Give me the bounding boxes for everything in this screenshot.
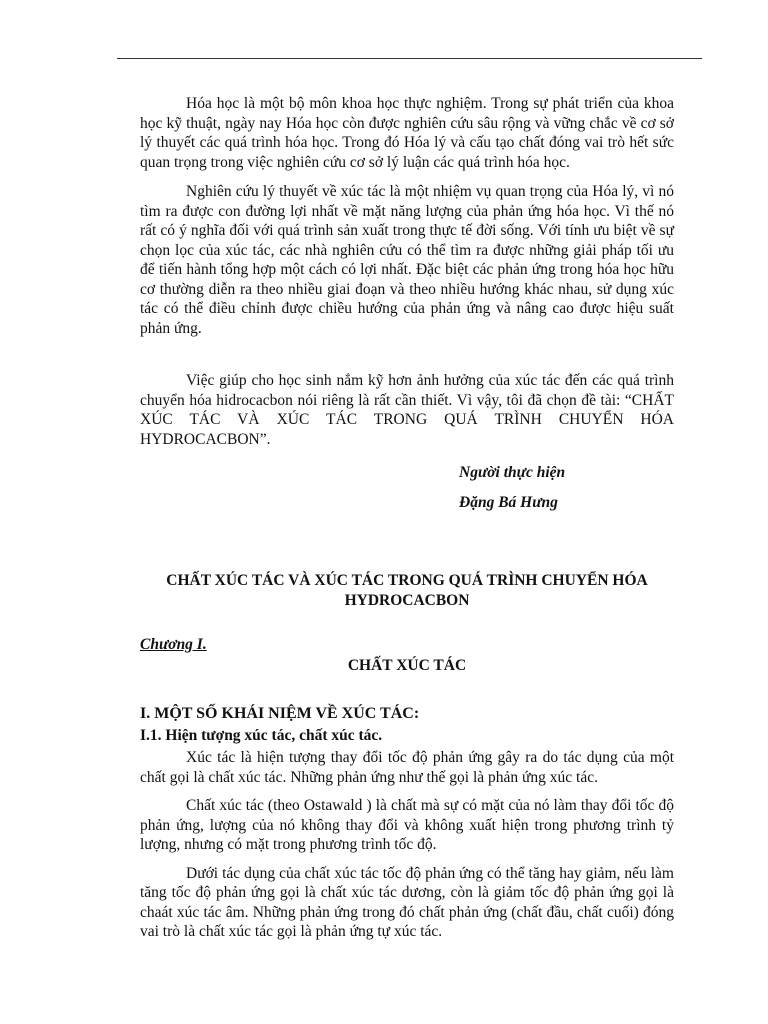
section-paragraph-3: Dưới tác dụng của chất xúc tác tốc độ phản ứng có thể tăng hay giảm, nếu làm tăng tốc độ phản ứng gọi là chất xúc tác dương, còn là giảm tốc độ phản ứng gọi là chaát xúc tác âm. Những phản ứng trong đó chất phản ứng (chất đầu, chất cuối) đóng vai trò là chất xúc tác gọi là phản ứng tự xúc tác. xyxy=(140,864,674,940)
header-rule xyxy=(117,58,702,59)
section-paragraph-1: Xúc tác là hiện tượng thay đổi tốc độ phản ứng gây ra do tác dụng của một chất gọi là chất xúc tác. Những phản ứng như thế gọi là phản ứng xúc tác. xyxy=(140,749,674,786)
section-paragraph-2: Chất xúc tác (theo Ostawald ) là chất mà sự có mặt của nó làm thay đổi tốc độ phản ứng, lượng của nó không thay đổi và không xuất hiện trong phương trình tỷ lượng, nhưng có mặt trong phương trình tốc độ. xyxy=(140,797,674,853)
subsection-heading: I.1. Hiện tượng xúc tác, chất xúc tác. xyxy=(140,727,383,744)
intro-paragraph-1: Hóa học là một bộ môn khoa học thực nghiệm. Trong sự phát triển của khoa học kỹ thuật, ngày nay Hóa học còn được nghiên cứu sâu rộng và vững chắc về cơ sở lý thuyết các quá trình hóa học. Trong đó Hóa lý và cấu tạo chất đóng vai trò hết sức quan trọng trong việc nghiên cứu cơ sở lý luận các quá trình hóa học. xyxy=(140,95,674,171)
chapter-title: CHẤT XÚC TÁC xyxy=(347,657,467,674)
section-heading: I. MỘT SỐ KHÁI NIỆM VỀ XÚC TÁC: xyxy=(140,705,420,722)
signature-role: Người thực hiện xyxy=(459,464,566,481)
chapter-label: Chương I. xyxy=(140,636,207,653)
page-content xyxy=(140,94,674,942)
intro-paragraph-2: Nghiên cứu lý thuyết về xúc tác là một nhiệm vụ quan trọng của Hóa lý, vì nó tìm ra được con đường lợi nhất về mặt năng lượng của phản ứng hóa học. Vì thế nó rất có ý nghĩa đối với quá trình sản xuất trong thực tế đời sống. Với tính ưu biệt về sự chọn lọc của xúc tác, các nhà nghiên cứu có thể tìm ra được những giải pháp tối ưu để tiến hành tổng hợp một cách có lợi nhất. Đặc biệt các phản ứng trong hóa học hữu cơ thường diễn ra theo nhiều giai đoạn và theo nhiều hướng khác nhau, sử dụng xúc tác có thể điều chỉnh được chiều hướng của phản ứng và nâng cao được hiệu suất phản ứng. xyxy=(140,183,674,337)
intro-paragraph-3: Việc giúp cho học sinh nắm kỹ hơn ảnh hưởng của xúc tác đến các quá trình chuyển hóa hidrocacbon nói riêng là rất cần thiết. Vì vậy, tôi đã chọn đề tài: “CHẤT XÚC TÁC VÀ XÚC TÁC TRONG QUÁ TRÌNH CHUYỂN HÓA HYDROCACBON”. xyxy=(140,372,674,448)
document-title: CHẤT XÚC TÁC VÀ XÚC TÁC TRONG QUÁ TRÌNH CHUYỂN HÓA HYDROCACBON xyxy=(166,572,648,609)
signature-name: Đặng Bá Hưng xyxy=(459,494,558,511)
